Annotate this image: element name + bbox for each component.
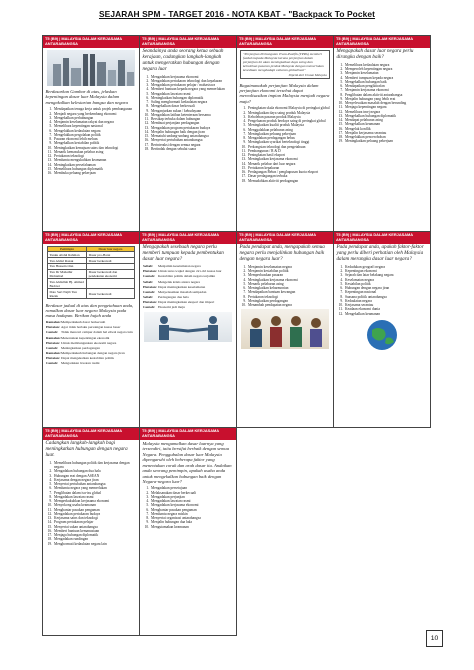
list-item: 4. Meningkatkan kerjasama ekonomi xyxy=(247,278,331,282)
list-item: 9. Kedaulatan negara xyxy=(344,299,428,303)
definition-label: Huraian: xyxy=(46,325,60,330)
list-item: 8. Suasana politik antarabangsa xyxy=(344,295,428,299)
list-item: 14. Mendapat pelaburan asing xyxy=(344,118,428,122)
list-item: 1. Memelihara kedaulatan negara xyxy=(344,63,428,67)
definition-row xyxy=(43,350,139,355)
cell-header: T5 (B9) | MALAYSIA DALAM KERJASAMA ANTARABANGSA xyxy=(237,36,333,48)
list-item: 16. Perdagangan Bebas / penghapusan kuota eksport xyxy=(247,170,331,174)
table-cell xyxy=(87,279,135,289)
page-number: 10 xyxy=(426,630,443,647)
list-item: 12. Pertukaran teknologi xyxy=(53,154,137,158)
definition-text: Mengadakan lawatan rasmi xyxy=(61,361,100,366)
definition-text: Untuk terus wujud dengan ciri-ciri kuasa luar xyxy=(158,269,222,274)
list-item: 5. Memelihara kepentingan nasional xyxy=(53,124,137,128)
list-item: 6. Menggalakkan pelaburan asing xyxy=(247,128,331,132)
list-item: 13. Mengadakan program pertukaran budaya xyxy=(150,126,234,130)
note-cell-3 xyxy=(236,35,334,232)
list-item: 17. Menjalin kerjasama serantau xyxy=(344,131,428,135)
list-item: 12. Memelihara imej negara xyxy=(344,110,428,114)
table-cell: Tunku Abdul Rahman xyxy=(48,252,87,258)
table-row xyxy=(48,279,135,289)
cell-question: Cadangkan langkah-langkah bagi meningkatkan hubungan dengan negara luar. xyxy=(45,440,128,458)
list-item: 7. Penglibatan dalam isu-isu global xyxy=(53,491,137,495)
notes-grid xyxy=(42,35,430,635)
list-item: 19. Menghormati kedaulatan negara lain xyxy=(53,542,137,546)
list-item: 2. Memperoleh kepentingan negara xyxy=(344,67,428,71)
list-item: 14. Program pertukaran pelajar xyxy=(53,520,137,524)
cell-header: T5 (B9) | MALAYSIA DALAM KERJASAMA ANTARABANGSA xyxy=(140,36,236,48)
definition-label: Huraian: xyxy=(143,299,157,304)
list-item: 13. Meningkatkan kerjasama ekonomi xyxy=(247,157,331,161)
definition-list xyxy=(140,264,236,310)
handshake-icon xyxy=(144,312,232,342)
list-item: 10. Menyelesaikan masalah dengan berunding xyxy=(344,101,428,105)
page-title: SEJARAH SPM - TARGET 2016 - NOTA KBAT - "Backpack To Pocket xyxy=(98,9,376,19)
list-item: 9. Menjalin hubungan dua hala xyxy=(150,520,234,524)
list-item: 13. Mengekalkan hubungan diplomatik xyxy=(344,114,428,118)
definition-text: Perdagangan dua hala xyxy=(158,294,189,299)
list-item: 10. Mengutamakan keamanan xyxy=(150,525,234,529)
list-item: 1. Mengadakan persetujuan xyxy=(150,486,234,490)
list-item: 7. Mengelakkan pergolakan politik xyxy=(53,133,137,137)
definition-label: Huraian: xyxy=(46,355,60,360)
list-item: 15. Mematuhi undang-undang antarabangsa xyxy=(150,134,234,138)
list-item: 16. Mengelak konflik xyxy=(344,127,428,131)
definition-label: Ramalan: xyxy=(46,335,61,340)
list-item: 8. Pertukaran teknologi xyxy=(247,295,331,299)
list-item: 9. Menganjurkan sukan / kebudayaan xyxy=(150,109,234,113)
list-item: 11. Bersikap terbuka dalam hubungan xyxy=(150,117,234,121)
skyline-icon xyxy=(47,50,135,86)
cell-header: T5 (B9) | MALAYSIA DALAM KERJASAMA ANTARABANGSA xyxy=(237,232,333,244)
definition-text: Ekonomi jadi maju xyxy=(158,305,185,310)
list-item: 8. Penglibatan dalam aktiviti antarabangsa xyxy=(344,93,428,97)
list-item: 7. Saling menghormati kedaulatan negara xyxy=(150,100,234,104)
definition-label: Ramalan: xyxy=(46,350,61,355)
definition-text: Memperkukuh hubungan dengan negara jiran xyxy=(61,350,125,355)
list-item: 9. Meningkatkan syarikat berteknologi tinggi xyxy=(247,140,331,144)
definition-list xyxy=(43,320,139,366)
definition-text: Mengelak krisis antara negara xyxy=(158,279,201,284)
definition-label: Contoh: xyxy=(143,289,156,294)
list-item: 4. Kerjasama dengan negara jiran xyxy=(53,478,137,482)
cell-header: T5 (B9) | MALAYSIA DALAM KERJASAMA ANTARABANGSA xyxy=(140,232,236,244)
points-list xyxy=(237,264,333,308)
list-item: 4. Memberi bantuan kepada negara yang memerlukan xyxy=(150,87,234,91)
list-item: 9. Mengekalkan kestabilan politik xyxy=(53,141,137,145)
list-item: 12. Mengadakan pertukaran budaya xyxy=(53,512,137,516)
list-item: 16. Membuka peluang pekerjaan xyxy=(53,171,137,175)
list-item: 6. Menghantar pasukan pengaman xyxy=(150,508,234,512)
points-list xyxy=(334,62,430,144)
list-item: 2. Mengadakan pertukaran teknologi dan kepakaran xyxy=(150,79,234,83)
list-item: 2. Kepentingan ekonomi xyxy=(344,269,428,273)
list-item: 9. Memperkukuhkan kerjasama ekonomi xyxy=(53,499,137,503)
definition-row xyxy=(140,269,236,274)
list-item: 1. Mendapatkan tenaga kerja untuk projek pembangunan xyxy=(53,107,137,111)
list-item: 8. Pasaran ekonomi lebih meluas xyxy=(53,137,137,141)
list-item: 19. Meningkatkan peluang pekerjaan xyxy=(344,139,428,143)
list-item: 4. Menjamin keselamatan rakyat dan negara xyxy=(53,120,137,124)
list-item: 4. Keselamatan negara xyxy=(344,278,428,282)
table-cell: Dato Seri Najib Tun Razak xyxy=(48,289,87,299)
definition-label: Huraian: xyxy=(143,284,157,289)
list-item: 8. Mengadakan lawatan rasmi xyxy=(53,495,137,499)
cell-header: T5 (B9) | MALAYSIA DALAM KERJASAMA ANTARABANGSA xyxy=(43,36,139,48)
list-item: 18. Mengadakan rundingan xyxy=(53,537,137,541)
quote-source: Dipetik dari Utusan Malaysia xyxy=(288,72,327,77)
list-item: 6. Meningkatkan hubungan diplomatik xyxy=(150,96,234,100)
list-item: 11. Pembangunan / R & D xyxy=(247,149,331,153)
list-item: 3. Mengadakan perjanjian xyxy=(150,495,234,499)
definition-text: Untuk membangunkan ekonomi negara xyxy=(61,340,117,345)
points-list xyxy=(237,105,333,183)
note-cell-8 xyxy=(333,231,431,428)
list-item: 3. Hubungan erat dengan ASEAN xyxy=(53,474,137,478)
list-item: 10. Menyokong usaha keamanan xyxy=(53,503,137,507)
points-list xyxy=(140,485,236,529)
leaders-table xyxy=(47,246,135,299)
list-item: 16. Menyertai pertubuhan antarabangsa xyxy=(150,138,234,142)
list-item: 4. Mengadakan lawatan rasmi xyxy=(150,499,234,503)
definition-label: Contoh: xyxy=(46,345,59,350)
handshake-image xyxy=(144,312,232,342)
table-row xyxy=(48,289,135,299)
list-item: 6. Meningkatkan keharmonian xyxy=(247,286,331,290)
cell-question: Malaysia mengamalkan dasar luarnya yang tersendiri, iaitu bersifat berbaik dengan semua Negara. Penggubalan dasar luar Malaysia dipengaruhi oleh beberapa faktor yang menentukan corak dan arah dasar itu. Andaikan anda seorang pemimpin, apakah usaha anda untuk mengekalkan hubungan baik dengan Negara-negara luar? xyxy=(142,441,232,484)
list-item: 5. Kestabilan politik xyxy=(344,282,428,286)
list-item: 12. Membuat perjanjian perdagangan xyxy=(150,121,234,125)
list-item: 6. Membantu negara yang memerlukan xyxy=(53,486,137,490)
list-item: 14. Menarik pelabur dari luar negara xyxy=(247,162,331,166)
table-header: Dasar luar negara xyxy=(87,246,135,252)
definition-label: Contoh: xyxy=(143,274,156,279)
list-item: 4. Memberi tumpuan kepada negara xyxy=(344,76,428,80)
globe-icon xyxy=(338,318,426,352)
table-cell: Dasar berkecuali xyxy=(87,289,135,299)
list-item: 13. Membantu mengukuhkan keamanan xyxy=(53,158,137,162)
table-cell: Tun Abdullah Hj. Ahmad Badawi xyxy=(48,279,87,289)
list-item: 6. Mendapatkan pengiktirafan xyxy=(344,84,428,88)
list-item: 4. Pengeluaran produk berdaya saing di peringkat global xyxy=(247,119,331,123)
list-item: 2. Meningkatkan daya saing produk Malaysia xyxy=(247,111,331,115)
cell-question: Pada pendapat anda, apakah faktor-faktor yang perlu diberi perhatian oleh Malaysia dalam merangka dasar luar negara? xyxy=(336,244,424,262)
list-item: 13. Kerjasama sains dan teknologi xyxy=(53,516,137,520)
list-item: 6. Mengelakkan kedaulatan negara xyxy=(53,129,137,133)
list-item: 1. Menjamin keselamatan negara xyxy=(247,265,331,269)
list-item: 5. Menyertai pertubuhan antarabangsa xyxy=(53,482,137,486)
list-item: 10. Meningkatkan kemajuan sains dan teknologi xyxy=(53,146,137,150)
note-cell-2 xyxy=(139,35,237,232)
list-item: 5. Menarik pelaburan asing xyxy=(247,282,331,286)
definition-text: Dapat mengekalkan kestabilan politik xyxy=(61,355,114,360)
list-item: 10. Kerjasama serantau xyxy=(344,303,428,307)
table-cell: Dasar berkecuali xyxy=(87,258,135,264)
list-item: 10. Perkongsian teknologi dan pengetahuan xyxy=(247,145,331,149)
quote-box xyxy=(240,50,330,80)
definition-text: Kestabilan politik dalam negara terjamin xyxy=(158,274,216,279)
list-item: 7. Kepentingan nasional xyxy=(344,290,428,294)
note-cell-10 xyxy=(139,427,237,636)
list-item: 7. Menjamin kerjasama ekonomi xyxy=(344,88,428,92)
definition-label: Huraian: xyxy=(46,340,60,345)
list-item: 1. Peningkatan skala ekonomi Malaysia di peringkat global xyxy=(247,106,331,110)
list-item: 2. Menjamin kestabilan politik xyxy=(247,269,331,273)
cell-question: Berdasar jadual di atas dan pengetahuan anda, ramalkan dasar luar negara Malaysia pada masa hadapan. Berikan hujah anda xyxy=(45,302,134,319)
list-item: 17. Dasar perdagangan terbuka xyxy=(247,174,331,178)
list-item: 9. Menjalin hubungan yang lebih erat xyxy=(344,97,428,101)
definition-label: Sebab: xyxy=(143,279,154,284)
note-cell-6 xyxy=(139,231,237,428)
list-item: 15. Memelihara hubungan diplomatik xyxy=(53,167,137,171)
table-row xyxy=(48,269,135,279)
note-cell-9 xyxy=(42,427,140,636)
definition-label: Contoh: xyxy=(46,361,59,366)
cell-question: Mengapakah sesebuah negara perlu memberi tumpuan kepada pembentukan dasar luar negara? xyxy=(142,244,224,262)
cell-question: Berdasarkan Gambar di atas, jelaskan kepentingan dasar luar Malaysia dalam mengekalkan kelestarian bangsa dan negara xyxy=(45,89,128,105)
table-cell: Dasar berkecuali dan pendekatan ekonomi xyxy=(87,269,135,279)
list-item: 2. Menjadi negara yang berkembang ekonomi xyxy=(53,112,137,116)
list-item: 5. Meningkatkan kualiti produk Malaysia xyxy=(247,123,331,127)
list-item: 14. Meningkatkan persefahaman xyxy=(53,163,137,167)
definition-label: Contoh: xyxy=(46,330,59,335)
cell-header: T5 (B9) | MALAYSIA DALAM KERJASAMA ANTARABANGSA xyxy=(140,428,236,440)
list-item: 8. Menyertai organisasi antarabangsa xyxy=(150,516,234,520)
cell-question: Seandainya anda seorang ketua sebuah kerajaan, cadangkan langkah-langkah untuk mengeratkan hubungan dengan negara luar xyxy=(142,48,224,72)
list-item: 1. Kedudukan geografi negara xyxy=(344,265,428,269)
list-item: 5. Mengadakan kerjasama ekonomi xyxy=(150,503,234,507)
list-item: 18. Memudahkan aktiviti perdagangan xyxy=(247,179,331,183)
points-list xyxy=(43,106,139,175)
cell-header: T5 (B9) | MALAYSIA DALAM KERJASAMA ANTARABANGSA xyxy=(334,36,430,48)
list-item: 11. Menghantar pasukan pengaman xyxy=(53,508,137,512)
list-item: 3. Kebolehan pasaran produk Malaysia xyxy=(247,115,331,119)
definition-label: Ramalan: xyxy=(46,320,61,325)
definition-text: Meneruskan kepentingan ekonomi xyxy=(61,335,110,340)
people-icon xyxy=(241,309,329,349)
definition-text: Menyelesaikan masalah sempadan xyxy=(158,289,207,294)
definition-row xyxy=(43,361,139,366)
definition-text: Meningkatkan perdagangan xyxy=(61,345,100,350)
list-item: 10. Menambah pendapatan negara xyxy=(247,303,331,307)
list-item: 7. Membantu negara miskin xyxy=(150,512,234,516)
quote-text: "Perjanjian Perkongsian Trans-Pasifik (TPPA) memberi faedah kepada Malaysia kerana perjanjian dalam perjanjian ini akan meningkatkan daya saing dan kebolehan pasaran produk Malaysia dengan memerlukan kesediaan menghadapi cabaran globalisasi" xyxy=(243,52,324,73)
definition-text: Agar tidak berlaku persaingan kuasa besar xyxy=(61,325,121,330)
table-cell: Tun Dr Mahathir Mohamad xyxy=(48,269,87,279)
definition-text: Tidak mencari campur dalam hal ehwal negara lain xyxy=(61,330,133,335)
definition-text: Memperkukuh dasar berkecuali xyxy=(61,320,106,325)
list-item: 5. Mengekalkan hubungan baik xyxy=(344,80,428,84)
meeting-image xyxy=(241,309,329,349)
list-item: 11. Keadaan ekonomi dunia xyxy=(344,307,428,311)
list-item: 9. Meningkatkan perdagangan xyxy=(247,299,331,303)
list-item: 15. Menyertai sukan antarabangsa xyxy=(53,525,137,529)
note-cell-1 xyxy=(42,35,140,232)
definition-text: Menjamin keselamatan negara xyxy=(158,264,201,269)
note-cell-7 xyxy=(236,231,334,428)
city-skyline-image xyxy=(47,50,135,86)
list-item: 14. Menjalin hubungan baik dengan jiran xyxy=(150,130,234,134)
list-item: 17. Berinteraksi dengan semua negara xyxy=(150,143,234,147)
list-item: 15. Mengekalkan keamanan xyxy=(344,122,428,126)
definition-text: Dapat meningkatkan keselamatan xyxy=(158,284,206,289)
list-item: 10. Mengadakan latihan ketenteraan bersama xyxy=(150,113,234,117)
list-item: 7. Mendapatkan bantuan kewangan xyxy=(247,290,331,294)
list-item: 17. Menjaga hubungan diplomatik xyxy=(53,533,137,537)
list-item: 1. Mengadakan kerjasama ekonomi xyxy=(150,75,234,79)
cell-header: T5 (B9) | MALAYSIA DALAM KERJASAMA ANTARABANGSA xyxy=(43,428,139,440)
list-item: 3. Menjamin keselamatan xyxy=(344,71,428,75)
list-item: 2. Mengadakan hubungan dua hala xyxy=(53,469,137,473)
definition-text: Dapat meningkatkan eksport dan import xyxy=(158,299,215,304)
list-item: 1. Memelihara hubungan politik dan kerjasama dengan negara xyxy=(53,461,137,470)
points-list xyxy=(140,74,236,152)
note-cell-5 xyxy=(42,231,140,428)
globe-image xyxy=(338,318,426,352)
points-list xyxy=(334,264,430,316)
list-item: 3. Sejarah dan latar belakang negara xyxy=(344,273,428,277)
definition-label: Sebab: xyxy=(143,264,154,269)
definition-row xyxy=(43,330,139,335)
list-item: 12. Peningkatan hasil eksport xyxy=(247,153,331,157)
cell-question: Mengapakah dasar luar negara perlu dirangka dengan baik? xyxy=(336,48,414,60)
definition-label: Huraian: xyxy=(143,269,157,274)
list-item: 18. Bertindak dengan sebulat suara xyxy=(150,147,234,151)
list-item: 16. Memberi bantuan kemanusiaan xyxy=(53,529,137,533)
cell-header: T5 (B9) | MALAYSIA DALAM KERJASAMA ANTARABANGSA xyxy=(334,232,430,244)
cell-question: Pada pendapat anda, mengapakah semua negara perlu menjalinkan hubungan baik dengan negara luar? xyxy=(239,244,325,262)
list-item: 18. Mengelakkan pencerobohan xyxy=(344,135,428,139)
list-item: 2. Melaksanakan dasar berkecuali xyxy=(150,491,234,495)
note-cell-4 xyxy=(333,35,431,232)
list-item: 15. Pertukaran kepakaran xyxy=(247,166,331,170)
list-item: 3. Mengadakan pertukaran pelajar / mahasiswa xyxy=(150,83,234,87)
list-item: 8. Mengekalkan dasar berkecuali xyxy=(150,104,234,108)
cell-header: T5 (B9) | MALAYSIA DALAM KERJASAMA ANTARABANGSA xyxy=(43,232,139,244)
table-cell: Tun Hussein Onn xyxy=(48,263,87,269)
list-item: 7. Meningkatkan peluang pekerjaan xyxy=(247,132,331,136)
list-item: 11. Menarik kemasukan pelabur asing xyxy=(53,150,137,154)
points-list xyxy=(43,460,139,546)
definition-row xyxy=(140,305,236,310)
cell-question: Bagaimanakah perjanjian Malaysia dalam perjanjian ekonomi tersebut dapat merealisasikan impian Malaysia menjadi negara maju? xyxy=(239,82,330,104)
table-header: Pemimpin xyxy=(48,246,87,252)
list-item: 5. Mengadakan lawatan rasmi xyxy=(150,92,234,96)
table-cell: Dasar pro-Barat xyxy=(87,252,135,258)
list-item: 12. Mengekalkan keamanan xyxy=(344,312,428,316)
list-item: 8. Mengadakan perdagangan bebas xyxy=(247,136,331,140)
list-item: 11. Menjaga kepentingan negara xyxy=(344,105,428,109)
list-item: 3. Memperluaskan pasaran xyxy=(247,273,331,277)
list-item: 3. Mengekalkan perhubungan xyxy=(53,116,137,120)
definition-label: Sebab: xyxy=(143,294,154,299)
list-item: 6. Hubungan dengan negara jiran xyxy=(344,286,428,290)
table-cell: Tun Abdul Razak xyxy=(48,258,87,264)
definition-label: Contoh: xyxy=(143,305,156,310)
